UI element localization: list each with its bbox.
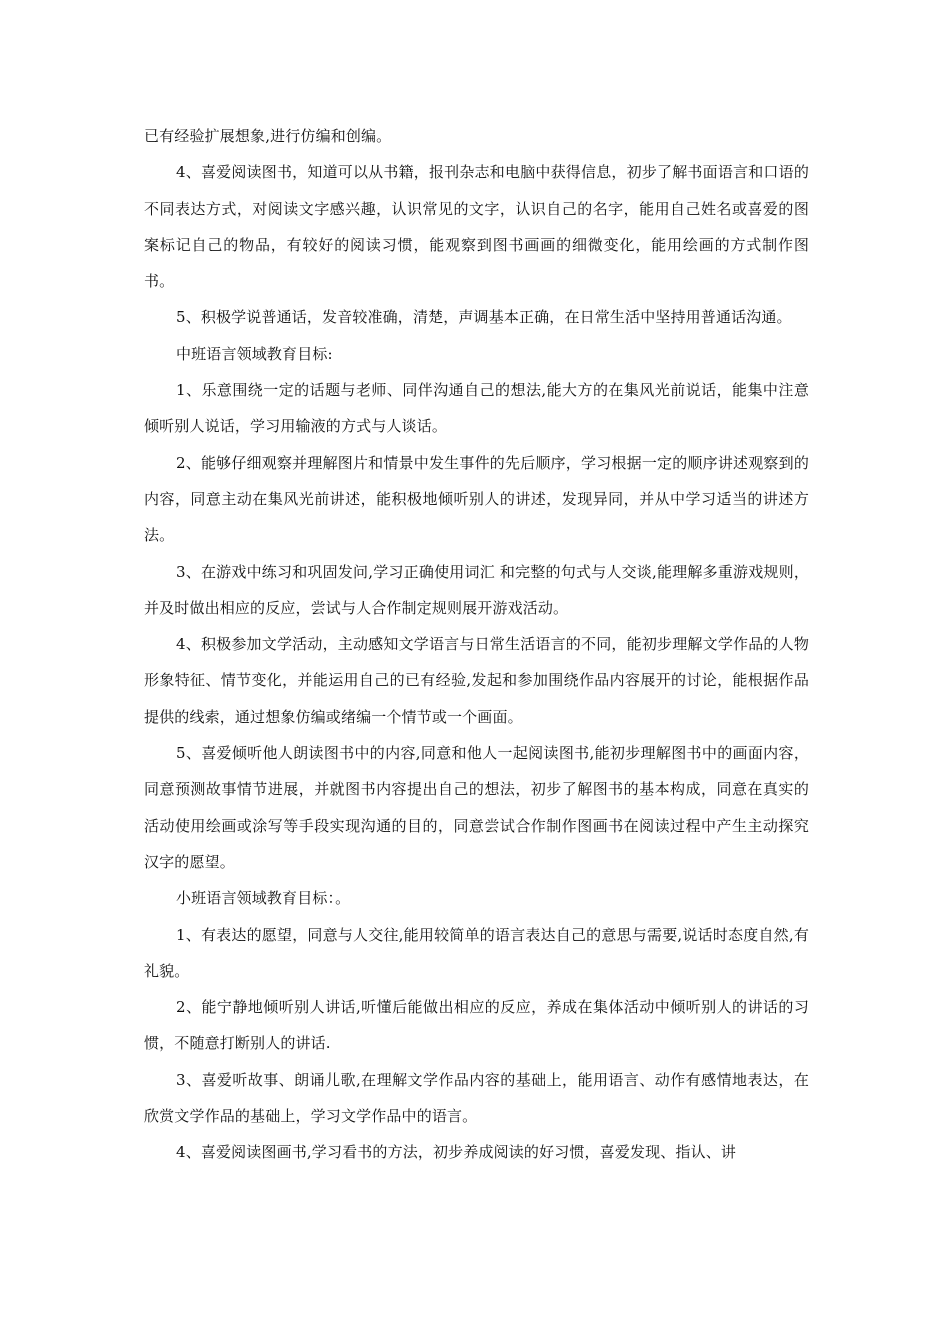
document-body (144, 118, 809, 1171)
paragraph: 1、有表达的愿望，同意与人交往,能用较简单的语言表达自己的意思与需要,说话时态度自然,有礼貌。 (144, 925, 809, 980)
paragraph: 4、喜爱阅读图画书,学习看书的方法，初步养成阅读的好习惯，喜爱发现、指认、讲 (176, 1143, 737, 1162)
paragraph: 4、喜爱阅读图书，知道可以从书籍，报刊杂志和电脑中获得信息，初步了解书面语言和口语的不同表达方式，对阅读文字感兴趣，认识常见的文字，认识自己的名字，能用自己姓名或喜爱的图案标记自己的物品，有较好的阅读习惯，能观察到图书画画的细微变化，能用绘画的方式制作图书。 (144, 163, 809, 291)
paragraph: 2、能够仔细观察并理解图片和情景中发生事件的先后顺序，学习根据一定的顺序讲述观察到的内容，同意主动在集风光前讲述，能积极地倾听别人的讲述，发现异同，并从中学习适当的讲述方法。 (144, 453, 809, 545)
paragraph: 4、积极参加文学活动，主动感知文学语言与日常生活语言的不同，能初步理解文学作品的人物形象特征、情节变化，并能运用自己的已有经验,发起和参加围绕作品内容展开的讨论，能根据作品提供的线索，通过想象仿编或绪编一个情节或一个画面。 (144, 635, 809, 726)
paragraph: 3、在游戏中练习和巩固发问,学习正确使用词汇 和完整的句式与人交谈,能理解多重游戏规则，并及时做出相应的反应，尝试与人合作制定规则展开游戏活动。 (144, 562, 809, 617)
paragraph: 5、积极学说普通话，发音较准确，清楚，声调基本正确，在日常生活中坚持用普通话沟通。 (176, 308, 792, 327)
paragraph: 2、能宁静地倾听别人讲话,听懂后能做出相应的反应，养成在集体活动中倾听别人的讲话的习惯，不随意打断别人的讲话. (144, 998, 809, 1053)
section-heading: 小班语言领域教育目标：。 (176, 889, 351, 908)
paragraph: 已有经验扩展想象,进行仿编和创编。 (144, 127, 392, 145)
paragraph: 1、乐意围绕一定的话题与老师、同伴沟通自己的想法,能大方的在集风光前说话，能集中注意倾听别人说话，学习用输液的方式与人谈话。 (144, 381, 809, 436)
paragraph: 3、喜爱听故事、朗诵儿歌,在理解文学作品内容的基础上，能用语言、动作有感情地表达，在欣赏文学作品的基础上，学习文学作品中的语言。 (144, 1070, 809, 1126)
paragraph: 5、喜爱倾听他人朗读图书中的内容,同意和他人一起阅读图书,能初步理解图书中的画面内容，同意预测故事情节进展，并就图书内容提出自己的想法，初步了解图书的基本构成，同意在真实的活动使用绘画或涂写等手段实现沟通的目的，同意尝试合作制作图画书在阅读过程中产生主动探究汉字的愿望。 (144, 744, 809, 871)
section-heading: 中班语言领域教育目标: (176, 344, 333, 363)
